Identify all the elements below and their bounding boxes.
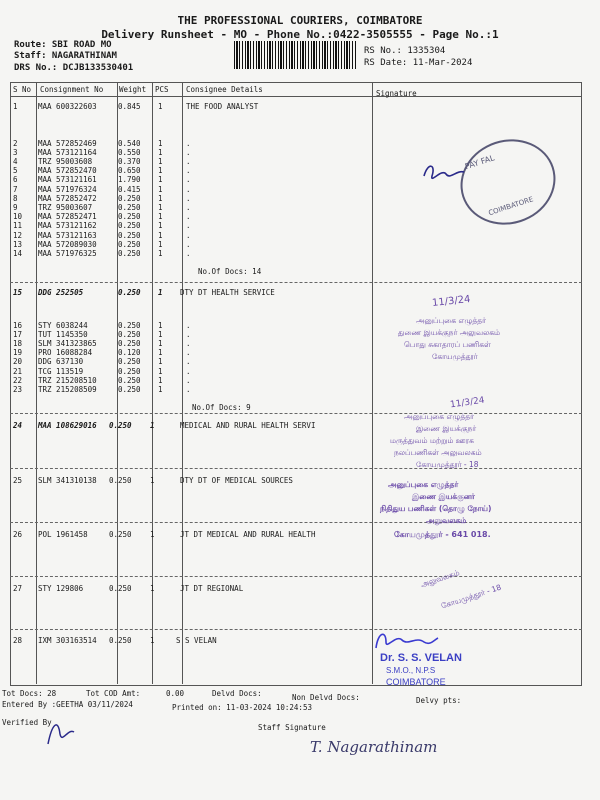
stamp-3-line3: மருத்துவம் மற்றும் ஊரக xyxy=(390,436,474,445)
row-weight: 0.250 xyxy=(109,584,132,593)
row-weight: 0.250 xyxy=(118,203,141,212)
rs-date: RS Date: 11-Mar-2024 xyxy=(364,58,473,68)
stamp-3-date: 11/3/24 xyxy=(449,395,486,411)
row-consignment-no: MAA 573121163 xyxy=(38,231,97,240)
consignee-dot: . xyxy=(186,385,191,394)
row-sno: 4 xyxy=(13,157,18,166)
row-weight: 0.250 xyxy=(118,367,141,376)
barcode xyxy=(234,41,356,69)
row-sno: 9 xyxy=(13,203,18,212)
col-signature: Signature xyxy=(376,89,417,98)
row-consignment-no: SLM 341310138 xyxy=(38,476,97,485)
row-consignment-no: MAA 571976324 xyxy=(38,185,97,194)
col-consignee: Consignee Details xyxy=(186,85,263,94)
row-pcs: 1 xyxy=(150,421,155,430)
row-consignment-no: TCG 113519 xyxy=(38,367,84,376)
runsheet-title: Delivery Runsheet - MO - Phone No.:0422-3505555 - Page No.:1 xyxy=(101,28,499,41)
consignee-24: MEDICAL AND RURAL HEALTH SERVI xyxy=(180,421,316,430)
row-pcs: 1 xyxy=(158,157,163,166)
total-cod-value: 0.00 xyxy=(166,689,185,698)
row-consignment-no: TUT 1145350 xyxy=(38,330,88,339)
row-consignment-no: SLM 341323865 xyxy=(38,339,97,348)
row-weight: 0.250 xyxy=(118,212,141,221)
row-weight: 0.250 xyxy=(118,357,141,366)
consignee-dot: . xyxy=(186,348,191,357)
stamp-5-line2: கோயமுத்தூர் - 18 xyxy=(439,582,503,611)
row-sno: 7 xyxy=(13,185,18,194)
consignee-dot: . xyxy=(186,194,191,203)
row-sno: 26 xyxy=(13,530,23,539)
staff-label: Staff: NAGARATHINAM xyxy=(14,51,117,61)
staff-signature-label: Staff Signature xyxy=(258,723,326,732)
row-sno: 24 xyxy=(13,421,23,430)
row-pcs: 1 xyxy=(150,476,155,485)
row-pcs: 1 xyxy=(158,321,163,330)
row-pcs: 1 xyxy=(158,339,163,348)
row-weight: 0.250 xyxy=(118,330,141,339)
row-consignment-no: MAA 600322603 xyxy=(38,102,97,111)
row-pcs: 1 xyxy=(158,348,163,357)
consignee-dot: . xyxy=(186,185,191,194)
row-sno: 12 xyxy=(13,231,23,240)
stamp-4-line2: இணை இயக்குனர் xyxy=(412,492,475,501)
row-weight: 1.790 xyxy=(118,175,141,184)
row-consignment-no: TRZ 215208510 xyxy=(38,376,97,385)
docs-count-1: No.Of Docs: 14 xyxy=(198,267,262,276)
row-consignment-no: MAA 571976325 xyxy=(38,249,97,258)
row-sno: 16 xyxy=(13,321,23,330)
row-pcs: 1 xyxy=(158,357,163,366)
consignee-dot: . xyxy=(186,357,191,366)
total-cod-label: Tot COD Amt: xyxy=(86,689,141,698)
row-sno: 1 xyxy=(13,102,18,111)
row-pcs: 1 xyxy=(158,102,163,111)
row-weight: 0.370 xyxy=(118,157,141,166)
row-pcs: 1 xyxy=(158,148,163,157)
row-consignment-no: DDG 637130 xyxy=(38,357,84,366)
consignee-dot: . xyxy=(186,376,191,385)
row-weight: 0.250 xyxy=(118,194,141,203)
docs-count-15: No.Of Docs: 9 xyxy=(192,403,251,412)
stamp-2-date: 11/3/24 xyxy=(431,294,472,309)
col-pcs: PCS xyxy=(155,85,169,94)
row-consignment-no: MAA 572852469 xyxy=(38,139,97,148)
consignee-dot: . xyxy=(186,157,191,166)
stamp-3-line5: கோயமுத்தூர் - 18 xyxy=(416,460,479,469)
row-consignment-no: MAA 573121161 xyxy=(38,175,97,184)
row-pcs: 1 xyxy=(158,330,163,339)
stamp-3-line1: அனுப்புகை எழுத்தர் xyxy=(404,412,475,421)
row-sno: 27 xyxy=(13,584,23,593)
velan-stamp-name: Dr. S. S. VELAN xyxy=(380,652,462,664)
consignee-25: DTY DT OF MEDICAL SOURCES xyxy=(180,476,293,485)
row-sno: 5 xyxy=(13,166,18,175)
row-consignment-no: MAA 573121164 xyxy=(38,148,97,157)
row-sno: 10 xyxy=(13,212,23,221)
row-sno: 28 xyxy=(13,636,23,645)
row-weight: 0.250 xyxy=(118,231,141,240)
consignee-dot: . xyxy=(186,339,191,348)
row-weight: 0.250 xyxy=(109,476,132,485)
stamp-4-line5: கோயமுத்தூர் - 641 018. xyxy=(394,530,491,539)
row-consignment-no: TRZ 215208509 xyxy=(38,385,97,394)
row-weight: 0.250 xyxy=(118,339,141,348)
row-consignment-no: MAA 572089030 xyxy=(38,240,97,249)
row-consignment-no: DDG 252505 xyxy=(38,288,84,297)
row-pcs: 1 xyxy=(158,231,163,240)
row-sno: 8 xyxy=(13,194,18,203)
row-weight: 0.250 xyxy=(118,385,141,394)
row-weight: 0.250 xyxy=(118,288,141,297)
verified-signature xyxy=(42,714,78,750)
row-pcs: 1 xyxy=(158,385,163,394)
velan-stamp-title: S.M.O., N.P.S xyxy=(386,666,436,675)
row-sno: 22 xyxy=(13,376,23,385)
stamp-3-line2: இணை இயக்குநர் xyxy=(416,424,477,433)
row-weight: 0.120 xyxy=(118,348,141,357)
row-pcs: 1 xyxy=(158,367,163,376)
row-weight: 0.250 xyxy=(118,240,141,249)
row-weight: 0.650 xyxy=(118,166,141,175)
entered-by: Entered By :GEETHA 03/11/2024 xyxy=(2,700,133,709)
printed-on: Printed on: 11-03-2024 10:24:53 xyxy=(172,703,312,712)
consignee-1: THE FOOD ANALYST xyxy=(186,102,259,111)
round-stamp-bottom: COIMBATORE xyxy=(487,195,535,218)
row-sno: 18 xyxy=(13,339,23,348)
row-consignment-no: MAA 572852472 xyxy=(38,194,97,203)
col-weight: Weight xyxy=(119,85,147,94)
verified-by: Verified By xyxy=(2,718,52,727)
company-title: THE PROFESSIONAL COURIERS, COIMBATORE xyxy=(177,14,423,27)
total-docs: Tot Docs: 28 xyxy=(2,689,57,698)
row-sno: 17 xyxy=(13,330,23,339)
row-consignment-no: TRZ 95003607 xyxy=(38,203,93,212)
signature-velan xyxy=(372,626,442,654)
stamp-4-line1: அனுப்புகை எழுத்தர் xyxy=(388,480,459,489)
round-stamp-top: PAY FAL xyxy=(463,153,496,172)
row-consignment-no: STY 129806 xyxy=(38,584,84,593)
row-pcs: 1 xyxy=(158,376,163,385)
drs-label: DRS No.: DCJB133530401 xyxy=(14,63,134,73)
row-weight: 0.250 xyxy=(109,530,132,539)
rs-no: RS No.: 1335304 xyxy=(364,46,446,56)
consignee-dot: . xyxy=(186,221,191,230)
row-pcs: 1 xyxy=(158,240,163,249)
row-weight: 0.550 xyxy=(118,148,141,157)
consignee-dot: . xyxy=(186,367,191,376)
non-delivered-docs: Non Delvd Docs: xyxy=(292,693,360,702)
row-pcs: 1 xyxy=(150,636,155,645)
row-pcs: 1 xyxy=(158,185,163,194)
consignee-dot: . xyxy=(186,231,191,240)
row-consignment-no: STY 6038244 xyxy=(38,321,88,330)
consignee-15: DTY DT HEALTH SERVICE xyxy=(180,288,275,297)
row-sno: 3 xyxy=(13,148,18,157)
row-weight: 0.250 xyxy=(118,321,141,330)
row-consignment-no: MAA 572852470 xyxy=(38,166,97,175)
row-pcs: 1 xyxy=(150,530,155,539)
consignee-dot: . xyxy=(186,148,191,157)
consignee-dot: . xyxy=(186,175,191,184)
row-consignment-no: MAA 573121162 xyxy=(38,221,97,230)
row-sno: 2 xyxy=(13,139,18,148)
consignee-26: JT DT MEDICAL AND RURAL HEALTH xyxy=(180,530,316,539)
row-consignment-no: IXM 303163514 xyxy=(38,636,97,645)
stamp-2-line1: அனுப்புகை எழுத்தர் xyxy=(416,316,487,325)
row-pcs: 1 xyxy=(158,212,163,221)
row-consignment-no: MAA 572852471 xyxy=(38,212,97,221)
consignee-dot: . xyxy=(186,249,191,258)
row-sno: 11 xyxy=(13,221,23,230)
row-consignment-no: TRZ 95003608 xyxy=(38,157,93,166)
row-pcs: 1 xyxy=(158,194,163,203)
row-pcs: 1 xyxy=(158,203,163,212)
row-consignment-no: PRO 16088284 xyxy=(38,348,93,357)
row-sno: 15 xyxy=(13,288,23,297)
row-pcs: 1 xyxy=(158,166,163,175)
row-pcs: 1 xyxy=(158,139,163,148)
stamp-5-line1: அலுவலகம் xyxy=(419,568,461,590)
row-sno: 13 xyxy=(13,240,23,249)
velan-stamp-city: COIMBATORE xyxy=(386,677,446,687)
stamp-4-line3: நிதிதுய பணிகள் (தொழு நோய்) xyxy=(380,504,492,513)
row-pcs: 1 xyxy=(158,175,163,184)
row-pcs: 1 xyxy=(158,249,163,258)
consignee-dot: . xyxy=(186,330,191,339)
staff-signature: T. Nagarathinam xyxy=(310,738,438,756)
row-weight: 0.250 xyxy=(118,376,141,385)
stamp-2-line2: துணை இயக்குநர் அலுவலகம் xyxy=(398,328,501,337)
stamp-4-line4: அலுவலகம் xyxy=(426,516,467,525)
stamp-3-line4: நலப்பணிகள் அலுவலகம் xyxy=(394,448,482,457)
consignee-dot: . xyxy=(186,321,191,330)
row-sno: 23 xyxy=(13,385,23,394)
col-sno: S No xyxy=(13,85,32,94)
delivery-points: Delvy pts: xyxy=(416,696,462,705)
row-pcs: 1 xyxy=(150,584,155,593)
delivered-docs: Delvd Docs: xyxy=(212,689,262,698)
signature-1 xyxy=(420,158,470,188)
row-consignment-no: MAA 108629016 xyxy=(38,421,97,430)
row-sno: 6 xyxy=(13,175,18,184)
consignee-27: JT DT REGIONAL xyxy=(180,584,244,593)
row-sno: 14 xyxy=(13,249,23,258)
row-sno: 21 xyxy=(13,367,23,376)
row-sno: 19 xyxy=(13,348,23,357)
consignee-dot: . xyxy=(186,212,191,221)
row-weight: 0.250 xyxy=(118,221,141,230)
consignee-dot: . xyxy=(186,240,191,249)
stamp-2-line3: பொது சுகாதாரப் பணிகள் xyxy=(404,340,491,349)
row-pcs: 1 xyxy=(158,221,163,230)
row-pcs: 1 xyxy=(158,288,163,297)
col-consignment: Consignment No xyxy=(40,85,104,94)
row-sno: 25 xyxy=(13,476,23,485)
consignee-dot: . xyxy=(186,139,191,148)
row-weight: 0.250 xyxy=(118,249,141,258)
row-weight: 0.250 xyxy=(109,421,132,430)
row-weight: 0.540 xyxy=(118,139,141,148)
row-weight: 0.845 xyxy=(118,102,141,111)
consignee-dot: . xyxy=(186,166,191,175)
row-consignment-no: POL 1961458 xyxy=(38,530,88,539)
row-weight: 0.250 xyxy=(109,636,132,645)
row-weight: 0.415 xyxy=(118,185,141,194)
consignee-28: S S VELAN xyxy=(176,636,217,645)
route-label: Route: SBI ROAD MO xyxy=(14,40,112,50)
row-sno: 20 xyxy=(13,357,23,366)
stamp-2-line4: கோயமுத்தூர் xyxy=(432,352,478,361)
consignee-dot: . xyxy=(186,203,191,212)
